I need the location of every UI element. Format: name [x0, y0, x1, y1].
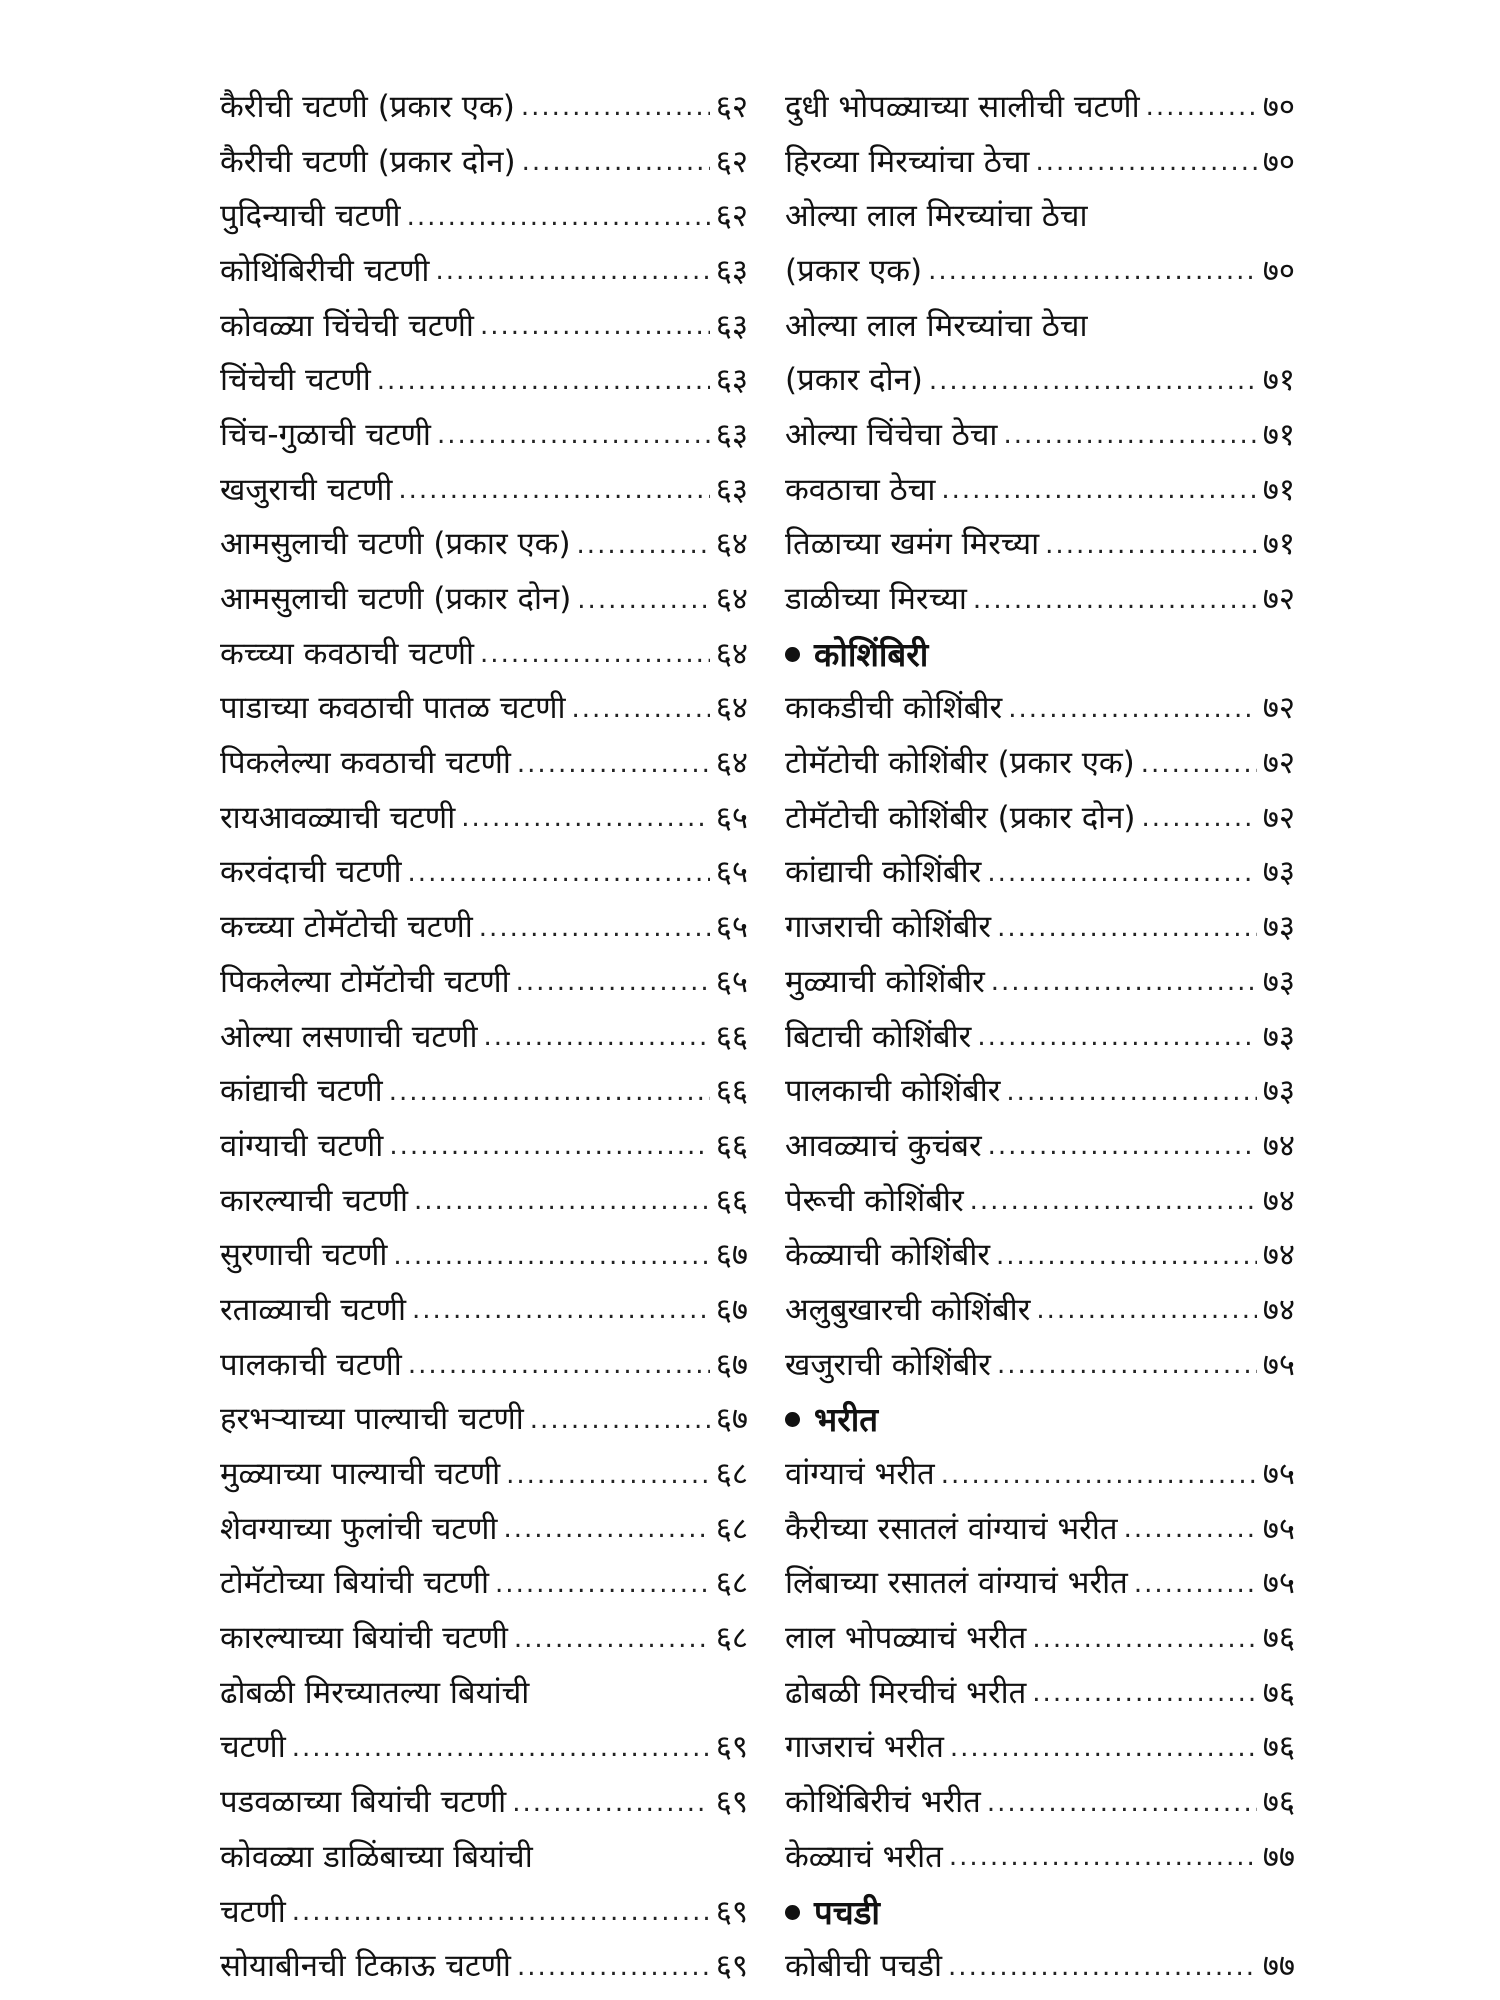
leader-dots	[928, 258, 1257, 284]
toc-entry	[785, 1283, 1295, 1338]
toc-page-number: ७५	[1262, 1565, 1295, 1602]
toc-entry-title: आमसुलाची चटणी (प्रकार दोन)	[220, 581, 572, 618]
toc-entry	[785, 1666, 1295, 1721]
toc-page-number: ६७	[715, 1237, 748, 1274]
leader-dots	[437, 422, 710, 448]
toc-entry-title: टोमॅटोची कोशिंबीर (प्रकार दोन)	[785, 799, 1136, 836]
toc-entry-title: टोमॅटोच्या बियांची चटणी	[220, 1565, 490, 1602]
toc-entry-title: ओल्या लसणाची चटणी	[220, 1018, 478, 1055]
toc-entry	[785, 1064, 1295, 1119]
toc-page-number: ६९	[715, 1893, 748, 1930]
toc-entry-title: ओल्या लाल मिरच्यांचा ठेचा	[785, 307, 1088, 344]
toc-entry-title: पालकाची चटणी	[220, 1346, 402, 1383]
toc-page-number: ७४	[1262, 1237, 1295, 1274]
toc-entry	[220, 463, 748, 518]
toc-page-number: ६६	[715, 1182, 748, 1219]
toc-entry-title: कोवळ्या चिंचेची चटणी	[220, 307, 474, 344]
leader-dots	[408, 1352, 710, 1378]
toc-page-number: ६८	[715, 1510, 748, 1547]
toc-page-number: ७६	[1262, 1784, 1295, 1821]
leader-dots	[991, 969, 1257, 995]
leader-dots	[987, 860, 1256, 886]
toc-entry-continued-line	[220, 1830, 748, 1885]
toc-page-number: ६२	[715, 198, 748, 235]
toc-entry-title: लिंबाच्या रसातलं वांग्याचं भरीत	[785, 1565, 1128, 1602]
toc-entry-title: आमसुलाची चटणी (प्रकार एक)	[220, 526, 571, 563]
toc-page-number: ७३	[1262, 854, 1295, 891]
toc-entry	[220, 627, 748, 682]
toc-entry-continued-line	[785, 299, 1295, 354]
toc-page-number: ६५	[715, 854, 748, 891]
toc-entry	[220, 80, 748, 135]
toc-page-number: ६९	[715, 1948, 748, 1985]
toc-entry-title: कच्च्या टोमॅटोची चटणी	[220, 909, 473, 946]
toc-entry	[785, 1557, 1295, 1612]
toc-entry	[785, 791, 1295, 846]
leader-dots	[398, 477, 709, 503]
toc-entry	[220, 1502, 748, 1557]
toc-entry-title: ओल्या लाल मिरच्यांचा ठेचा	[785, 198, 1088, 235]
toc-entry-title: मुळ्याची कोशिंबीर	[785, 963, 985, 1000]
toc-page-number: ७१	[1262, 471, 1295, 508]
toc-entry-title: पालकाची कोशिंबीर	[785, 1073, 1001, 1110]
toc-page-number: ७०	[1262, 143, 1295, 180]
toc-entry	[220, 1010, 748, 1065]
leader-dots	[292, 1899, 710, 1925]
toc-entry	[785, 1174, 1295, 1229]
toc-entry	[220, 408, 748, 463]
toc-entry	[785, 1228, 1295, 1283]
toc-entry-title: वांग्याचं भरीत	[785, 1456, 935, 1493]
toc-entry-title: कारल्याची चटणी	[220, 1182, 409, 1219]
toc-entry-title: (प्रकार दोन)	[785, 362, 923, 399]
toc-entry-title: पिकलेल्या कवठाची चटणी	[220, 745, 511, 782]
leader-dots	[389, 1133, 709, 1159]
leader-dots	[1124, 1516, 1257, 1542]
toc-entry-title: कवठाचा ठेचा	[785, 471, 936, 508]
leader-dots	[950, 1735, 1257, 1761]
toc-entry-title: कैरीची चटणी (प्रकार एक)	[220, 88, 515, 125]
toc-entry-title: कांद्याची चटणी	[220, 1073, 383, 1110]
toc-page-number: ७०	[1262, 88, 1295, 125]
toc-entry-title: हिरव्या मिरच्यांचा ठेचा	[785, 143, 1030, 180]
toc-entry	[785, 1939, 1295, 1994]
toc-entry	[220, 572, 748, 627]
leader-dots	[1006, 1079, 1256, 1105]
toc-entry-title: ओल्या चिंचेचा ठेचा	[785, 416, 998, 453]
toc-page-number: ७५	[1262, 1346, 1295, 1383]
toc-right-column	[785, 80, 1295, 1994]
leader-dots	[495, 1571, 710, 1597]
leader-dots	[970, 1188, 1257, 1214]
toc-entry-title: अलुबुखारची कोशिंबीर	[785, 1291, 1031, 1328]
leader-dots	[407, 204, 710, 230]
toc-page-number: ७३	[1262, 909, 1295, 946]
section-heading	[785, 1393, 1295, 1448]
toc-page-number: ७३	[1262, 1018, 1295, 1055]
leader-dots	[377, 368, 710, 394]
toc-page-number: ७१	[1262, 416, 1295, 453]
toc-entry-title: कोथिंबिरीचं भरीत	[785, 1784, 981, 1821]
toc-page-number: ६२	[715, 88, 748, 125]
leader-dots	[461, 805, 710, 831]
toc-entry-title: शेवग्याच्या फुलांची चटणी	[220, 1510, 498, 1547]
toc-page-number: ७७	[1262, 1948, 1295, 1985]
toc-page-number: ६२	[715, 143, 748, 180]
toc-entry-title: चटणी	[220, 1729, 286, 1766]
toc-entry-title: पाडाच्या कवठाची पातळ चटणी	[220, 690, 566, 727]
toc-entry-title: खजुराची कोशिंबीर	[785, 1346, 991, 1383]
leader-dots	[1003, 422, 1256, 448]
toc-entry	[220, 1228, 748, 1283]
leader-dots	[506, 1462, 710, 1488]
leader-dots	[514, 1626, 710, 1652]
toc-entry	[220, 244, 748, 299]
toc-entry	[220, 791, 748, 846]
toc-page-number: ७२	[1262, 745, 1295, 782]
toc-entry-title: पडवळाच्या बियांची चटणी	[220, 1784, 507, 1821]
toc-entry-title: कोथिंबिरीची चटणी	[220, 252, 430, 289]
leader-dots	[577, 587, 709, 613]
leader-dots	[577, 532, 710, 558]
toc-entry	[220, 682, 748, 737]
toc-entry-title: आवळ्याचं कुचंबर	[785, 1127, 982, 1164]
toc-entry-title: बिटाची कोशिंबीर	[785, 1018, 972, 1055]
toc-page-number: ७७	[1262, 1838, 1295, 1875]
toc-entry	[220, 1174, 748, 1229]
leader-dots	[997, 915, 1257, 941]
leader-dots	[1146, 94, 1257, 120]
leader-dots	[292, 1735, 710, 1761]
leader-dots	[929, 368, 1257, 394]
toc-page-number: ६८	[715, 1620, 748, 1657]
toc-entry	[785, 682, 1295, 737]
toc-entry-title: केळ्याचं भरीत	[785, 1838, 943, 1875]
toc-page-number: ७४	[1262, 1291, 1295, 1328]
toc-entry	[785, 353, 1295, 408]
section-heading-label: पचडी	[814, 1892, 880, 1932]
toc-entry-title: पेरूची कोशिंबीर	[785, 1182, 964, 1219]
toc-entry-title: गाजराची कोशिंबीर	[785, 909, 992, 946]
leader-dots	[1036, 1297, 1256, 1323]
toc-page-number: ७६	[1262, 1620, 1295, 1657]
leader-dots	[948, 1954, 1257, 1980]
leader-dots	[516, 969, 710, 995]
leader-dots	[512, 1790, 710, 1816]
toc-entry	[785, 1119, 1295, 1174]
toc-entry	[220, 1283, 748, 1338]
toc-page-number: ६३	[715, 307, 748, 344]
toc-entry	[785, 408, 1295, 463]
toc-entry-title: ढोबळी मिरच्यातल्या बियांची	[220, 1674, 530, 1711]
toc-entry	[785, 572, 1295, 627]
toc-entry	[220, 736, 748, 791]
toc-entry	[220, 1557, 748, 1612]
toc-page-number: ७१	[1262, 526, 1295, 563]
toc-page-number: ६४	[715, 690, 748, 727]
leader-dots	[941, 1462, 1257, 1488]
toc-entry-title: तिळाच्या खमंग मिरच्या	[785, 526, 1040, 563]
leader-dots	[977, 1024, 1256, 1050]
leader-dots	[517, 751, 710, 777]
toc-entry-continued-line	[220, 1666, 748, 1721]
toc-entry	[785, 736, 1295, 791]
toc-entry-title: केळ्याची कोशिंबीर	[785, 1237, 991, 1274]
toc-page-number: ७२	[1262, 690, 1295, 727]
toc-page-number: ७५	[1262, 1456, 1295, 1493]
toc-entry-continued-line	[785, 189, 1295, 244]
toc-entry-title: काकडीची कोशिंबीर	[785, 690, 1003, 727]
toc-page-number: ७६	[1262, 1674, 1295, 1711]
section-heading-label: भरीत	[814, 1400, 879, 1440]
toc-entry-title: ढोबळी मिरचीचं भरीत	[785, 1674, 1027, 1711]
toc-page-number: ७२	[1262, 799, 1295, 836]
leader-dots	[1141, 751, 1257, 777]
toc-entry-title: कैरीच्या रसातलं वांग्याचं भरीत	[785, 1510, 1118, 1547]
toc-page-number: ७४	[1262, 1127, 1295, 1164]
leader-dots	[521, 94, 710, 120]
toc-entry-title: रताळ्याची चटणी	[220, 1291, 406, 1328]
leader-dots	[996, 1243, 1257, 1269]
leader-dots	[1142, 805, 1257, 831]
toc-entry	[785, 1830, 1295, 1885]
toc-entry-title: (प्रकार एक)	[785, 252, 923, 289]
toc-entry	[785, 1447, 1295, 1502]
toc-entry-title: कांद्याची कोशिंबीर	[785, 854, 982, 891]
toc-entry-title: चटणी	[220, 1893, 286, 1930]
leader-dots	[572, 696, 710, 722]
toc-entry-title: डाळीच्या मिरच्या	[785, 581, 967, 618]
toc-entry	[220, 900, 748, 955]
toc-entry	[220, 1119, 748, 1174]
leader-dots	[480, 313, 710, 339]
toc-page-number: ६८	[715, 1565, 748, 1602]
toc-entry	[785, 1502, 1295, 1557]
toc-entry-title: गाजराचं भरीत	[785, 1729, 944, 1766]
toc-entry	[785, 846, 1295, 901]
toc-entry	[220, 353, 748, 408]
toc-page-number: ६८	[715, 1456, 748, 1493]
toc-page-number: ६९	[715, 1729, 748, 1766]
section-heading	[785, 1885, 1295, 1940]
toc-entry	[785, 1010, 1295, 1065]
toc-entry-title: कच्च्या कवठाची चटणी	[220, 635, 475, 672]
toc-page-number: ७०	[1262, 252, 1295, 289]
section-heading	[785, 627, 1295, 682]
toc-page-number: ७१	[1262, 362, 1295, 399]
leader-dots	[1008, 696, 1257, 722]
leader-dots	[987, 1790, 1257, 1816]
toc-entry	[785, 135, 1295, 190]
leader-dots	[1134, 1571, 1257, 1597]
leader-dots	[414, 1188, 710, 1214]
leader-dots	[1032, 1626, 1256, 1652]
toc-page-number: ७३	[1262, 1073, 1295, 1110]
toc-page-number: ७२	[1262, 581, 1295, 618]
bullet-icon	[785, 647, 800, 662]
leader-dots	[503, 1516, 709, 1542]
toc-page-number: ६९	[715, 1784, 748, 1821]
toc-entry-title: पुदिन्याची चटणी	[220, 198, 401, 235]
toc-page-number: ६७	[715, 1291, 748, 1328]
bullet-icon	[785, 1905, 800, 1920]
toc-entry	[220, 1611, 748, 1666]
leader-dots	[435, 258, 709, 284]
section-heading-label: कोशिंबिरी	[814, 634, 929, 674]
toc-page-number: ६४	[715, 581, 748, 618]
leader-dots	[517, 1954, 710, 1980]
toc-page-number: ६३	[715, 362, 748, 399]
leader-dots	[522, 149, 710, 175]
leader-dots	[997, 1352, 1257, 1378]
toc-entry-title: मुळ्याच्या पाल्याची चटणी	[220, 1456, 501, 1493]
leader-dots	[412, 1297, 710, 1323]
leader-dots	[1032, 1680, 1256, 1706]
toc-entry-title: कारल्याच्या बियांची चटणी	[220, 1620, 508, 1657]
toc-entry	[785, 1721, 1295, 1776]
toc-entry	[220, 189, 748, 244]
toc-page-number: ६३	[715, 416, 748, 453]
toc-page-number: ६३	[715, 252, 748, 289]
leader-dots	[941, 477, 1256, 503]
toc-entry	[220, 518, 748, 573]
toc-entry-title: हरभऱ्याच्या पाल्याची चटणी	[220, 1401, 524, 1438]
toc-entry-title: चिंचेची चटणी	[220, 362, 371, 399]
toc-entry	[220, 1721, 748, 1776]
toc-entry-title: करवंदाची चटणी	[220, 854, 402, 891]
toc-entry-title: रायआवळ्याची चटणी	[220, 799, 456, 836]
toc-entry	[220, 299, 748, 354]
toc-entry-title: सोयाबीनची टिकाऊ चटणी	[220, 1948, 511, 1985]
toc-page-number: ७५	[1262, 1510, 1295, 1547]
toc-entry	[785, 518, 1295, 573]
toc-left-column	[220, 80, 748, 1994]
leader-dots	[988, 1133, 1257, 1159]
toc-entry	[220, 1064, 748, 1119]
toc-entry	[785, 1338, 1295, 1393]
toc-page-number: ६६	[715, 1127, 748, 1164]
leader-dots	[480, 641, 710, 667]
toc-entry-title: दुधी भोपळ्याच्या सालीची चटणी	[785, 88, 1140, 125]
toc-entry	[785, 463, 1295, 518]
toc-page-number: ६४	[715, 745, 748, 782]
toc-page-number: ६७	[715, 1401, 748, 1438]
toc-page-number: ७४	[1262, 1182, 1295, 1219]
toc-entry	[220, 1775, 748, 1830]
toc-page-number: ६५	[715, 909, 748, 946]
toc-entry	[785, 955, 1295, 1010]
leader-dots	[479, 915, 710, 941]
toc-page-number: ६५	[715, 799, 748, 836]
toc-entry-title: वांग्याची चटणी	[220, 1127, 384, 1164]
toc-page-number: ७३	[1262, 963, 1295, 1000]
toc-entry-title: सुरणाची चटणी	[220, 1237, 388, 1274]
toc-page-number: ६४	[715, 635, 748, 672]
toc-entry	[785, 900, 1295, 955]
leader-dots	[393, 1243, 709, 1269]
toc-page-number: ७६	[1262, 1729, 1295, 1766]
toc-entry	[785, 244, 1295, 299]
toc-entry-title: खजुराची चटणी	[220, 471, 393, 508]
toc-entry	[220, 1338, 748, 1393]
toc-entry	[220, 1939, 748, 1994]
toc-entry-title: कोवळ्या डाळिंबाच्या बियांची	[220, 1838, 533, 1875]
toc-entry	[220, 846, 748, 901]
toc-entry-title: पिकलेल्या टोमॅटोची चटणी	[220, 963, 510, 1000]
toc-page-number: ६७	[715, 1346, 748, 1383]
toc-entry	[220, 1447, 748, 1502]
leader-dots	[949, 1844, 1257, 1870]
leader-dots	[408, 860, 710, 886]
leader-dots	[973, 587, 1257, 613]
toc-page-number: ६४	[715, 526, 748, 563]
toc-entry	[220, 955, 748, 1010]
toc-entry	[785, 1775, 1295, 1830]
toc-entry-title: चिंच-गुळाची चटणी	[220, 416, 431, 453]
toc-page-number: ६५	[715, 963, 748, 1000]
leader-dots	[1045, 532, 1257, 558]
toc-entry-title: टोमॅटोची कोशिंबीर (प्रकार एक)	[785, 745, 1135, 782]
toc-entry	[220, 1885, 748, 1940]
toc-entry-title: लाल भोपळ्याचं भरीत	[785, 1620, 1027, 1657]
toc-entry	[220, 135, 748, 190]
leader-dots	[530, 1407, 710, 1433]
toc-page-number: ६३	[715, 471, 748, 508]
toc-entry-title: कैरीची चटणी (प्रकार दोन)	[220, 143, 516, 180]
toc-entry-title: कोबीची पचडी	[785, 1948, 943, 1985]
toc-entry	[785, 1611, 1295, 1666]
toc-page-number: ६६	[715, 1073, 748, 1110]
leader-dots	[483, 1024, 709, 1050]
toc-entry	[785, 80, 1295, 135]
leader-dots	[389, 1079, 710, 1105]
toc-page-number: ६६	[715, 1018, 748, 1055]
bullet-icon	[785, 1412, 800, 1427]
leader-dots	[1035, 149, 1256, 175]
toc-entry	[220, 1393, 748, 1448]
